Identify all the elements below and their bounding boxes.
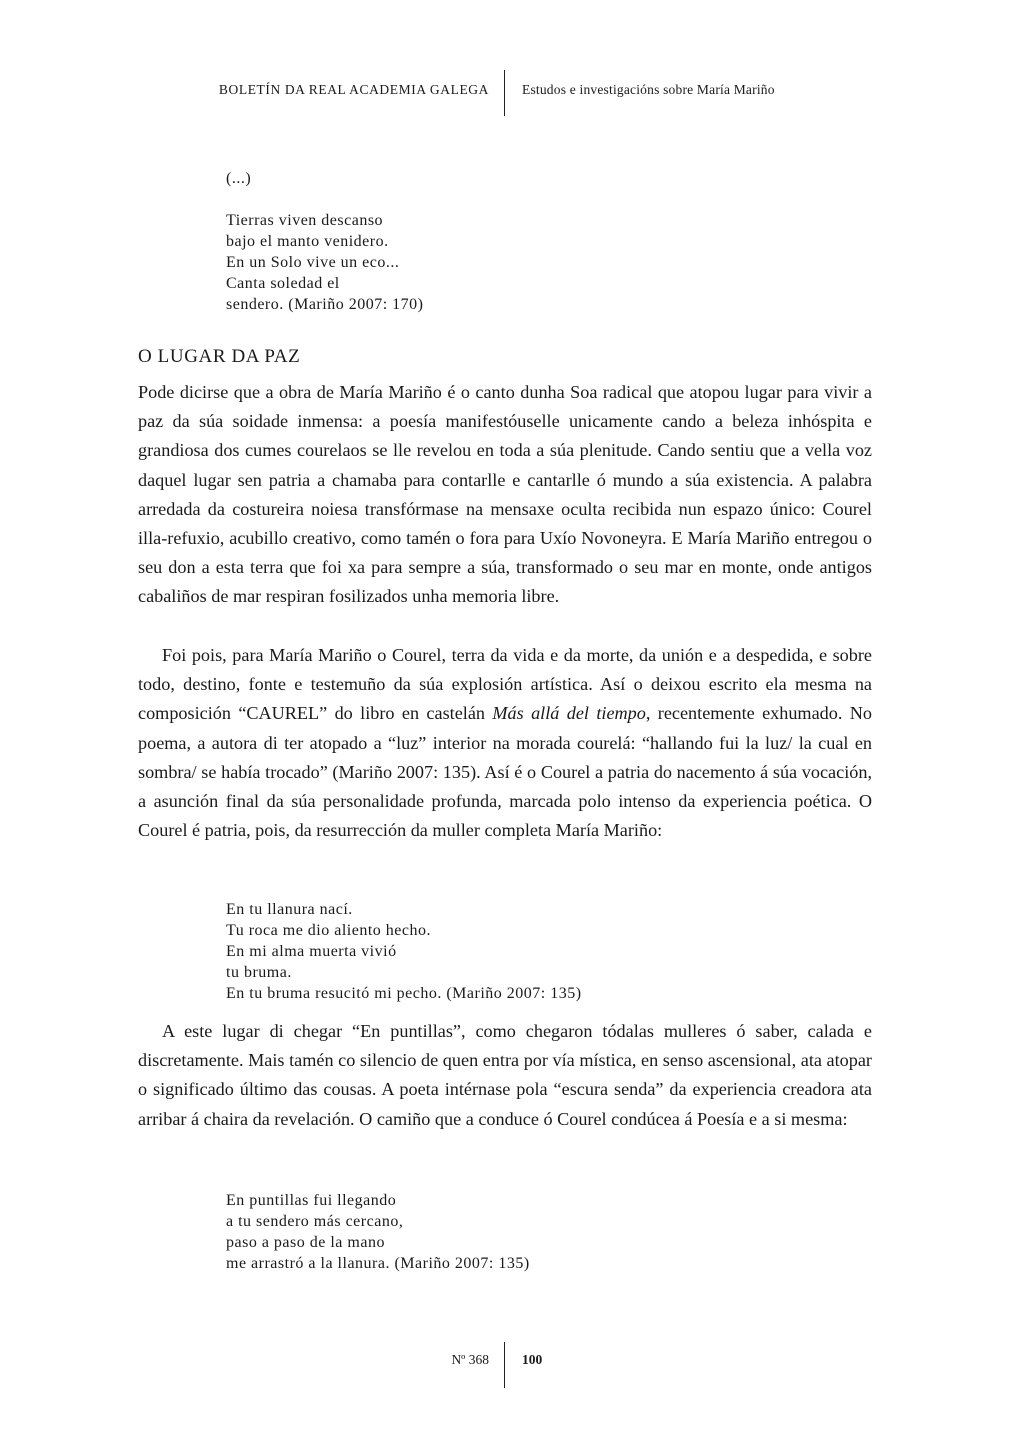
verse-line: Tu roca me dio aliento hecho. xyxy=(226,922,431,939)
paragraph-2-text-b: , recentemente exhumado. No poema, a autora di ter atopado a “luz” interior na morada courelá: “hallando fui la luz/ la cual en sombra/ se había trocado” (Mariño 2007: 135). Así é o Courel a patria do nacemento á súa vocación, a asunción final da súa personalidade profunda, marcada polo intenso da experiencia poética. O Courel é patria, pois, da resurrección da muller completa María Mariño: xyxy=(138,703,872,841)
book-title: Más allá del tiempo xyxy=(492,703,646,724)
paragraph-2-text-a: Foi pois, para María Mariño o Courel, terra da vida e da morte, da unión e a despedida, e sobre todo, destino, fonte e testemuño da súa explosión artística. Así o deixou escrito ela mesma na composición “CAUREL” do libro en castelán xyxy=(138,645,872,724)
verse-quote-1 xyxy=(226,168,423,315)
issue-number: Nº 368 xyxy=(451,1352,489,1367)
verse-line: bajo el manto venidero. xyxy=(226,233,389,250)
verse-line: Canta soledad el xyxy=(226,275,340,292)
verse-line: paso a paso de la mano xyxy=(226,1234,385,1251)
verse-line: En puntillas fui llegando xyxy=(226,1192,397,1209)
verse-line: En un Solo vive un eco... xyxy=(226,254,400,271)
verse-line: En tu llanura nací. xyxy=(226,901,353,918)
verse-line: En mi alma muerta vivió xyxy=(226,943,397,960)
verse-line: Tierras viven descanso xyxy=(226,212,384,229)
paragraph-2 xyxy=(138,641,872,845)
paragraph-3: A este lugar di chegar “En puntillas”, como chegaron tódalas mulleres ó saber, calada e discretamente. Mais tamén co silencio de quen entra por vía mística, en senso ascensional, ata atopar o significado último das cousas. A poeta intérnase pola “escura senda” da experiencia creadora ata arribar á chaira da revelación. O camiño que a conduce ó Courel condúcea á Poesía e a si mesma: xyxy=(138,1021,872,1129)
section-heading: O LUGAR DA PAZ xyxy=(138,346,301,367)
verse-quote-2 xyxy=(226,899,582,1004)
footer-divider xyxy=(504,1342,505,1388)
page-number: 100 xyxy=(522,1352,543,1367)
verse-line: En tu bruma resucitó mi pecho. (Mariño 2007: 135) xyxy=(226,985,582,1002)
verse-line: sendero. (Mariño 2007: 170) xyxy=(226,296,424,313)
verse-ellipsis: (...) xyxy=(226,170,252,187)
journal-title: BOLETÍN DA REAL ACADEMIA GALEGA xyxy=(218,82,489,97)
header-divider xyxy=(504,70,505,116)
verse-quote-3 xyxy=(226,1190,530,1274)
verse-line: a tu sendero más cercano, xyxy=(226,1213,404,1230)
paragraph-1: Pode dicirse que a obra de María Mariño é o canto dunha Soa radical que atopou lugar para vivir a paz da súa soidade inmensa: a poesía manifestóuselle unicamente cando a beleza inhóspita e grandiosa dos cumes courelaos se lle revelou en toda a súa plenitude. Cando sentiu que a vella voz daquel lugar sen patria a chamaba para contarlle e cantarlle ó mundo a súa existencia. A palabra arredada da costureira noiesa transfórmase na mensaxe oculta recibida nun espazo único: Courel illa-refuxio, acubillo creativo, como tamén o fora para Uxío Novoneyra. E María Mariño entregou o seu don a esta terra que foi xa para sempre a súa, transformado o seu mar en monte, onde antigos cabaliños de mar respiran fosilizados unha memoria libre. xyxy=(138,382,872,607)
page-footer xyxy=(0,1342,1010,1388)
section-title: Estudos e investigacións sobre María Mariño xyxy=(522,82,775,97)
verse-line: me arrastró a la llanura. (Mariño 2007: 135) xyxy=(226,1255,530,1272)
verse-line: tu bruma. xyxy=(226,964,292,981)
running-header xyxy=(0,70,1010,118)
